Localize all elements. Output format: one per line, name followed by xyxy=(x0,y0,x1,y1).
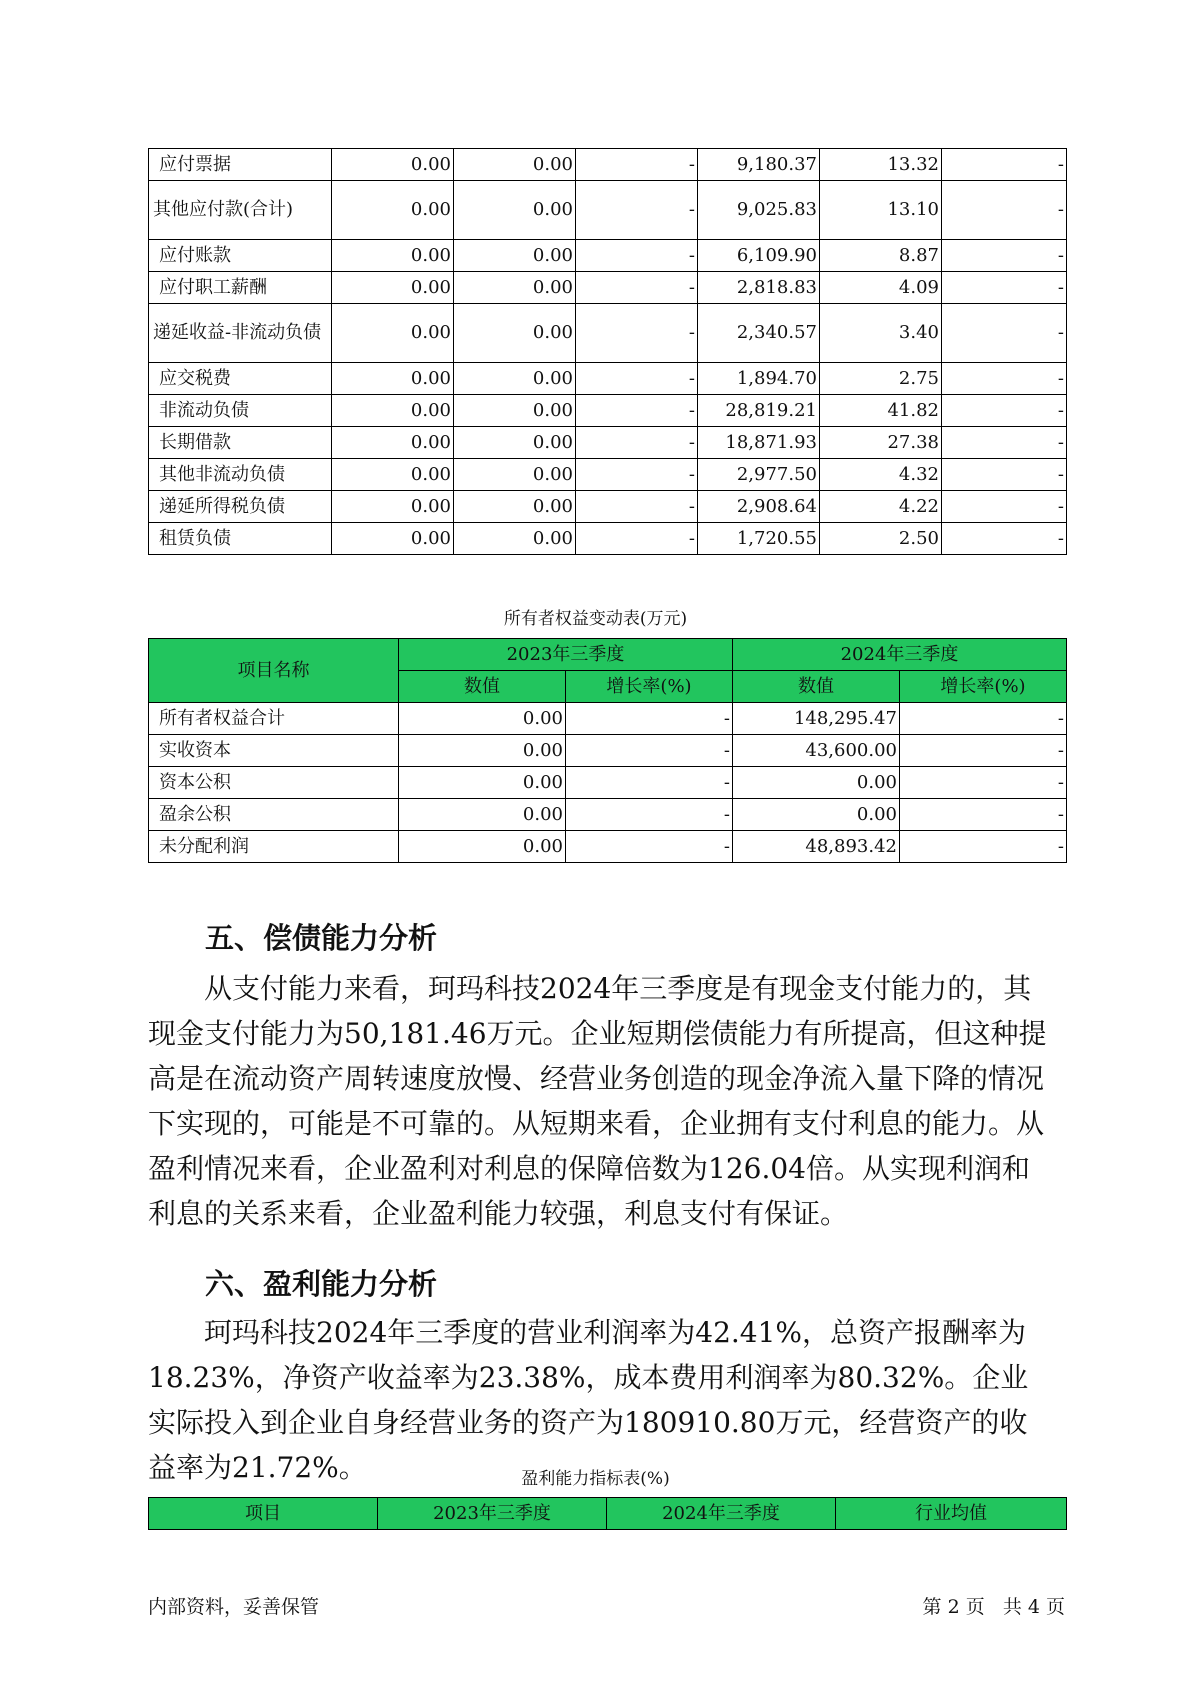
cell-g2: - xyxy=(942,491,1067,523)
header-2024: 2024年三季度 xyxy=(607,1498,836,1530)
cell-g2: - xyxy=(900,735,1067,767)
cell-g1: - xyxy=(576,427,698,459)
cell-g1: - xyxy=(576,491,698,523)
cell-v4: 4.09 xyxy=(820,272,942,304)
row-label: 租赁负债 xyxy=(149,523,332,555)
cell-v2: 48,893.42 xyxy=(733,831,900,863)
cell-g1: - xyxy=(566,767,733,799)
equity-header-row xyxy=(149,639,1067,671)
row-label: 实收资本 xyxy=(149,735,399,767)
profit-header-row xyxy=(149,1498,1067,1530)
row-label: 递延所得税负债 xyxy=(149,491,332,523)
header-growth: 增长率(%) xyxy=(566,671,733,703)
cell-g1: - xyxy=(576,363,698,395)
cell-v3: 9,025.83 xyxy=(698,181,820,240)
table-row xyxy=(149,703,1067,735)
cell-g2: - xyxy=(900,831,1067,863)
header-industry-average: 行业均值 xyxy=(836,1498,1067,1530)
cell-g1: - xyxy=(576,149,698,181)
cell-v3: 1,720.55 xyxy=(698,523,820,555)
cell-v2: 148,295.47 xyxy=(733,703,900,735)
cell-g2: - xyxy=(900,767,1067,799)
cell-g2: - xyxy=(942,395,1067,427)
cell-v2: 0.00 xyxy=(454,395,576,427)
footer-left: 内部资料，妥善保管 xyxy=(148,1596,320,1618)
header-period-2024: 2024年三季度 xyxy=(733,639,1067,671)
table-row xyxy=(149,395,1067,427)
cell-v4: 41.82 xyxy=(820,395,942,427)
cell-g1: - xyxy=(576,240,698,272)
cell-v1: 0.00 xyxy=(332,523,454,555)
cell-v3: 6,109.90 xyxy=(698,240,820,272)
table-row xyxy=(149,831,1067,863)
cell-v4: 2.50 xyxy=(820,523,942,555)
cell-g2: - xyxy=(942,181,1067,240)
cell-v3: 28,819.21 xyxy=(698,395,820,427)
row-label: 所有者权益合计 xyxy=(149,703,399,735)
table-row xyxy=(149,304,1067,363)
cell-v1: 0.00 xyxy=(332,395,454,427)
row-label: 盈余公积 xyxy=(149,799,399,831)
cell-g2: - xyxy=(942,427,1067,459)
cell-v4: 13.10 xyxy=(820,181,942,240)
cell-g1: - xyxy=(566,799,733,831)
row-label: 应交税费 xyxy=(149,363,332,395)
cell-g1: - xyxy=(576,181,698,240)
table-row xyxy=(149,491,1067,523)
cell-v2: 0.00 xyxy=(454,491,576,523)
header-period-2023: 2023年三季度 xyxy=(399,639,733,671)
cell-v2: 0.00 xyxy=(454,363,576,395)
cell-v1: 0.00 xyxy=(332,363,454,395)
table-row xyxy=(149,735,1067,767)
table-row xyxy=(149,240,1067,272)
row-label: 资本公积 xyxy=(149,767,399,799)
cell-g2: - xyxy=(942,304,1067,363)
cell-g2: - xyxy=(900,799,1067,831)
cell-g1: - xyxy=(576,304,698,363)
cell-g2: - xyxy=(942,149,1067,181)
row-label: 其他非流动负债 xyxy=(149,459,332,491)
cell-g1: - xyxy=(566,735,733,767)
cell-v1: 0.00 xyxy=(332,240,454,272)
cell-v2: 43,600.00 xyxy=(733,735,900,767)
cell-v4: 4.22 xyxy=(820,491,942,523)
equity-table-caption: 所有者权益变动表(万元) xyxy=(503,609,688,629)
cell-v2: 0.00 xyxy=(733,767,900,799)
header-value: 数值 xyxy=(399,671,566,703)
cell-v1: 0.00 xyxy=(399,799,566,831)
cell-v1: 0.00 xyxy=(332,427,454,459)
table-row xyxy=(149,523,1067,555)
cell-g1: - xyxy=(576,395,698,427)
cell-v1: 0.00 xyxy=(399,767,566,799)
table-row xyxy=(149,799,1067,831)
cell-v1: 0.00 xyxy=(332,459,454,491)
section-heading: 五、偿债能力分析 xyxy=(205,921,438,955)
row-label: 非流动负债 xyxy=(149,395,332,427)
table-row xyxy=(149,767,1067,799)
cell-v4: 2.75 xyxy=(820,363,942,395)
cell-v4: 8.87 xyxy=(820,240,942,272)
profit-table-caption: 盈利能力指标表(%) xyxy=(521,1469,670,1489)
table-row xyxy=(149,272,1067,304)
cell-v2: 0.00 xyxy=(454,459,576,491)
cell-g2: - xyxy=(942,523,1067,555)
cell-v1: 0.00 xyxy=(399,735,566,767)
cell-v2: 0.00 xyxy=(454,240,576,272)
liabilities-table xyxy=(148,148,1067,555)
cell-v1: 0.00 xyxy=(332,181,454,240)
table-row xyxy=(149,363,1067,395)
row-label: 未分配利润 xyxy=(149,831,399,863)
equity-table-body xyxy=(149,639,1067,863)
paragraph: 从支付能力来看，珂玛科技2024年三季度是有现金支付能力的，其现金支付能力为50,181.46万元。企业短期偿债能力有所提高，但这种提高是在流动资产周转速度放慢、经营业务创造的现金净流入量下降的情况下实现的，可能是不可靠的。从短期来看，企业拥有支付利息的能力。从盈利情况来看，企业盈利对利息的保障倍数为126.04倍。从实现利润和利息的关系来看，企业盈利能力较强，利息支付有保证。 xyxy=(148,972,1047,1230)
cell-v2: 0.00 xyxy=(733,799,900,831)
header-item: 项目名称 xyxy=(149,639,399,703)
table-row xyxy=(149,181,1067,240)
cell-g2: - xyxy=(942,459,1067,491)
cell-v3: 1,894.70 xyxy=(698,363,820,395)
cell-v2: 0.00 xyxy=(454,427,576,459)
liabilities-table-body xyxy=(149,149,1067,555)
row-label: 其他应付款(合计) xyxy=(149,181,332,240)
cell-v3: 9,180.37 xyxy=(698,149,820,181)
equity-table xyxy=(148,638,1067,863)
cell-g1: - xyxy=(576,523,698,555)
cell-v3: 2,340.57 xyxy=(698,304,820,363)
cell-g1: - xyxy=(566,831,733,863)
header-item: 项目 xyxy=(149,1498,378,1530)
cell-g1: - xyxy=(576,459,698,491)
cell-v4: 4.32 xyxy=(820,459,942,491)
cell-g1: - xyxy=(566,703,733,735)
cell-v2: 0.00 xyxy=(454,272,576,304)
header-2023: 2023年三季度 xyxy=(378,1498,607,1530)
cell-v3: 2,977.50 xyxy=(698,459,820,491)
cell-v1: 0.00 xyxy=(332,272,454,304)
row-label: 应付票据 xyxy=(149,149,332,181)
cell-v3: 2,908.64 xyxy=(698,491,820,523)
cell-g2: - xyxy=(942,272,1067,304)
cell-v4: 27.38 xyxy=(820,427,942,459)
cell-v3: 2,818.83 xyxy=(698,272,820,304)
cell-v1: 0.00 xyxy=(399,703,566,735)
cell-g2: - xyxy=(900,703,1067,735)
cell-v3: 18,871.93 xyxy=(698,427,820,459)
cell-v2: 0.00 xyxy=(454,181,576,240)
header-growth: 增长率(%) xyxy=(900,671,1067,703)
header-value: 数值 xyxy=(733,671,900,703)
table-row xyxy=(149,459,1067,491)
cell-g1: - xyxy=(576,272,698,304)
paragraph: 珂玛科技2024年三季度的营业利润率为42.41%，总资产报酬率为18.23%，净资产收益率为23.38%，成本费用利润率为80.32%。企业实际投入到企业自身经营业务的资产为180910.80万元，经营资产的收益率为21.72%。 xyxy=(148,1316,1029,1484)
table-row xyxy=(149,149,1067,181)
cell-g2: - xyxy=(942,363,1067,395)
cell-v4: 3.40 xyxy=(820,304,942,363)
row-label: 应付职工薪酬 xyxy=(149,272,332,304)
cell-g2: - xyxy=(942,240,1067,272)
profit-table xyxy=(148,1497,1067,1530)
cell-v4: 13.32 xyxy=(820,149,942,181)
row-label: 长期借款 xyxy=(149,427,332,459)
cell-v2: 0.00 xyxy=(454,304,576,363)
cell-v2: 0.00 xyxy=(454,523,576,555)
cell-v1: 0.00 xyxy=(332,149,454,181)
footer-page-number: 第 2 页 共 4 页 xyxy=(922,1596,1065,1618)
section-heading: 六、盈利能力分析 xyxy=(205,1267,438,1301)
cell-v1: 0.00 xyxy=(332,491,454,523)
cell-v2: 0.00 xyxy=(454,149,576,181)
cell-v1: 0.00 xyxy=(399,831,566,863)
table-row xyxy=(149,427,1067,459)
cell-v1: 0.00 xyxy=(332,304,454,363)
row-label: 递延收益-非流动负债 xyxy=(149,304,332,363)
row-label: 应付账款 xyxy=(149,240,332,272)
